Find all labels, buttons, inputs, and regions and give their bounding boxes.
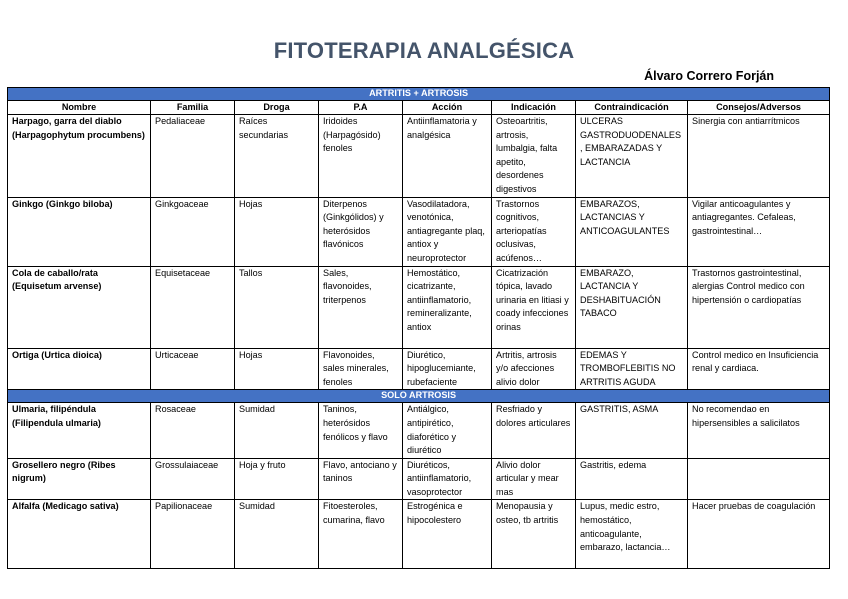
column-header-indicacion: Indicación [492, 101, 576, 115]
cell-pa: Diterpenos (Ginkgólidos) y heterósidos flavónicos [319, 197, 403, 266]
cell-accion: Antiinflamatoria y analgésica [403, 115, 492, 198]
cell-contraindicacion: EDEMAS Y TROMBOFLEBITIS NO ARTRITIS AGUDA [576, 348, 688, 390]
cell-nombre: Alfalfa (Medicago sativa) [8, 500, 151, 569]
cell-contraindicacion: EMBARAZOS, LACTANCIAS Y ANTICOAGULANTES [576, 197, 688, 266]
column-header-contraindicacion: Contraindicación [576, 101, 688, 115]
cell-consejos [688, 458, 830, 500]
cell-nombre: Grosellero negro (Ribes nigrum) [8, 458, 151, 500]
cell-indicacion: Osteoartritis, artrosis, lumbalgia, falta apetito, desordenes digestivos [492, 115, 576, 198]
cell-contraindicacion: EMBARAZO, LACTANCIA Y DESHABITUACIÓN TABACO [576, 266, 688, 348]
table-row [8, 348, 830, 390]
table-row [8, 197, 830, 266]
cell-indicacion: Alivio dolor articular y mear mas [492, 458, 576, 500]
cell-droga: Raíces secundarias [235, 115, 319, 198]
cell-accion: Estrogénica e hipocolestero [403, 500, 492, 569]
cell-accion: Antiálgico, antipirético, diaforético y diurético [403, 403, 492, 458]
section-row [8, 390, 830, 403]
cell-consejos: Trastornos gastrointestinal, alergias Control medico con hipertensión o cardiopatías [688, 266, 830, 348]
cell-indicacion: Menopausia y osteo, tb artritis [492, 500, 576, 569]
cell-consejos: Hacer pruebas de coagulación [688, 500, 830, 569]
author-name: Álvaro Correro Forján [644, 69, 774, 83]
cell-contraindicacion: Lupus, medic estro, hemostático, anticoagulante, embarazo, lactancia… [576, 500, 688, 569]
table-row [8, 403, 830, 458]
table-row [8, 115, 830, 198]
cell-consejos: No recomendao en hipersensibles a salicilatos [688, 403, 830, 458]
cell-consejos: Vigilar anticoagulantes y antiagregantes. Cefaleas, gastrointestinal… [688, 197, 830, 266]
cell-pa: Flavonoides, sales minerales, fenoles [319, 348, 403, 390]
cell-accion: Vasodilatadora, venotónica, antiagregante plaq, antiox y neuroprotector [403, 197, 492, 266]
page-title: FITOTERAPIA ANALGÉSICA [273, 38, 575, 63]
table-row [8, 500, 830, 569]
column-header-nombre: Nombre [8, 101, 151, 115]
header-row [8, 101, 830, 115]
cell-indicacion: Artritis, artrosis y/o afecciones alivio dolor [492, 348, 576, 390]
cell-droga: Hojas [235, 197, 319, 266]
section-label: ARTRITIS + ARTROSIS [8, 88, 830, 101]
column-header-pa: P.A [319, 101, 403, 115]
cell-pa: Iridoides (Harpagósido) fenoles [319, 115, 403, 198]
column-header-consejos: Consejos/Adversos [688, 101, 830, 115]
cell-droga: Tallos [235, 266, 319, 348]
cell-contraindicacion: Gastritis, edema [576, 458, 688, 500]
cell-indicacion: Trastornos cognitivos, arteriopatías oclusivas, acúfenos… [492, 197, 576, 266]
cell-familia: Pedaliaceae [151, 115, 235, 198]
column-header-droga: Droga [235, 101, 319, 115]
cell-pa: Sales, flavonoides, triterpenos [319, 266, 403, 348]
cell-droga: Sumidad [235, 403, 319, 458]
cell-consejos: Sinergia con antiarrítmicos [688, 115, 830, 198]
cell-accion: Diurético, hipoglucemiante, rubefaciente [403, 348, 492, 390]
cell-familia: Papilionaceae [151, 500, 235, 569]
column-header-familia: Familia [151, 101, 235, 115]
cell-nombre: Ginkgo (Ginkgo biloba) [8, 197, 151, 266]
table-row [8, 266, 830, 348]
cell-accion: Diuréticos, antiinflamatorio, vasoprotector [403, 458, 492, 500]
cell-pa: Taninos, heterósidos fenólicos y flavo [319, 403, 403, 458]
cell-pa: Fitoesteroles, cumarina, flavo [319, 500, 403, 569]
cell-familia: Equisetaceae [151, 266, 235, 348]
cell-familia: Urticaceae [151, 348, 235, 390]
section-label: SOLO ARTROSIS [8, 390, 830, 403]
cell-droga: Hojas [235, 348, 319, 390]
cell-nombre: Harpago, garra del diablo (Harpagophytum procumbens) [8, 115, 151, 198]
cell-contraindicacion: GASTRITIS, ASMA [576, 403, 688, 458]
column-header-accion: Acción [403, 101, 492, 115]
cell-indicacion: Resfriado y dolores articulares [492, 403, 576, 458]
cell-indicacion: Cicatrización tópica, lavado urinaria en litiasi y coady infecciones orinas [492, 266, 576, 348]
cell-familia: Ginkgoaceae [151, 197, 235, 266]
cell-pa: Flavo, antociano y taninos [319, 458, 403, 500]
table-row [8, 458, 830, 500]
cell-consejos: Control medico en Insuficiencia renal y cardiaca. [688, 348, 830, 390]
cell-nombre: Cola de caballo/rata (Equisetum arvense) [8, 266, 151, 348]
cell-familia: Rosaceae [151, 403, 235, 458]
cell-familia: Grossulaiaceae [151, 458, 235, 500]
section-row [8, 88, 830, 101]
cell-droga: Sumidad [235, 500, 319, 569]
phytotherapy-table [7, 87, 830, 569]
cell-nombre: Ulmaria, filipéndula (Filipendula ulmaria) [8, 403, 151, 458]
cell-accion: Hemostático, cicatrizante, antiinflamatorio, remineralizante, antiox [403, 266, 492, 348]
cell-droga: Hoja y fruto [235, 458, 319, 500]
cell-contraindicacion: ULCERAS GASTRODUODENALES, EMBARAZADAS Y LACTANCIA [576, 115, 688, 198]
cell-nombre: Ortiga (Urtica dioica) [8, 348, 151, 390]
